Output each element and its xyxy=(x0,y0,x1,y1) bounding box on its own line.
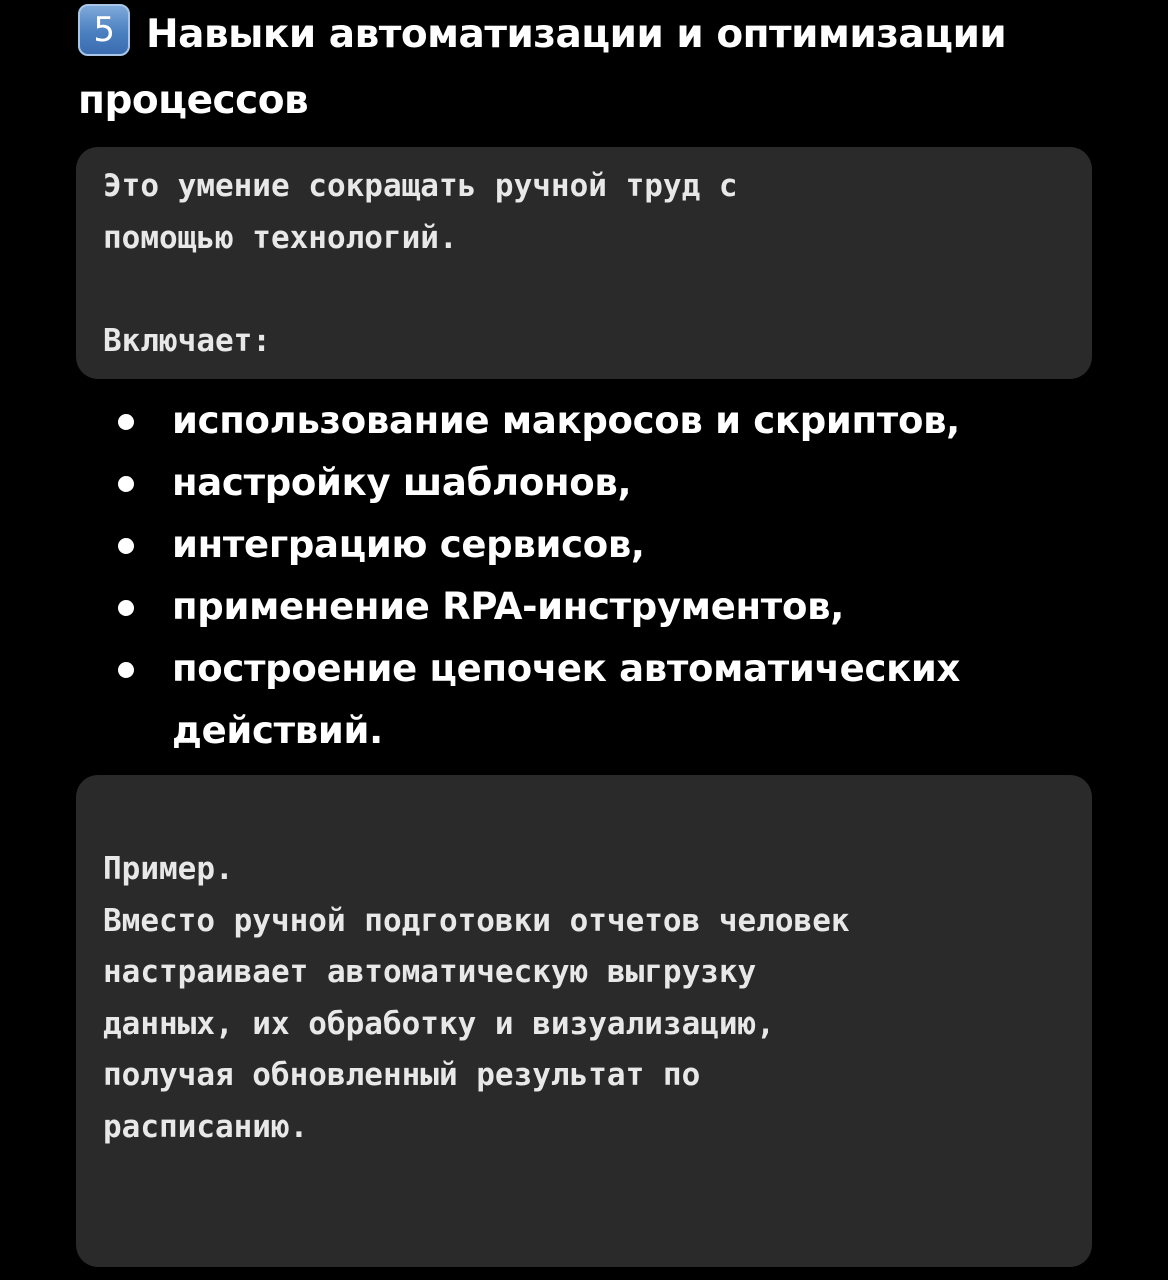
bullet-icon xyxy=(118,414,134,430)
list-item-text: построение цепочек автоматических действий. xyxy=(172,647,961,752)
example-line: расписанию. xyxy=(103,1108,309,1145)
example-label: Пример. xyxy=(103,851,234,887)
example-code-block xyxy=(76,775,1092,1267)
intro-line-blank xyxy=(103,264,1065,316)
list-item-text: применение RPA-инструментов, xyxy=(172,585,844,628)
list-item xyxy=(110,638,1110,762)
intro-code-block xyxy=(76,147,1092,379)
keycap-five-icon: 5 xyxy=(78,4,130,56)
intro-line: помощью технологий. xyxy=(103,219,458,256)
list-item xyxy=(110,576,1110,638)
intro-line: Это умение сокращать ручной труд с xyxy=(103,168,738,204)
example-line: Вместо ручной подготовки отчетов человек xyxy=(103,902,850,939)
list-item-text: использование макросов и скриптов, xyxy=(172,399,960,442)
list-item xyxy=(110,452,1110,514)
includes-label: Включает: xyxy=(103,322,271,359)
bullet-icon xyxy=(118,662,134,678)
example-line: данных, их обработку и визуализацию, xyxy=(103,1005,775,1042)
example-line: получая обновленный результат по xyxy=(103,1057,701,1093)
bullet-icon xyxy=(118,538,134,554)
example-line: настраивает автоматическую выгрузку xyxy=(103,954,757,990)
bullet-icon xyxy=(118,600,134,616)
list-item-text: интеграцию сервисов, xyxy=(172,523,645,566)
list-item xyxy=(110,390,1110,452)
list-item xyxy=(110,514,1110,576)
section-heading xyxy=(78,2,1158,134)
section-title: Навыки автоматизации и оптимизации процессов xyxy=(78,12,1007,123)
automation-skills-list xyxy=(110,390,1110,762)
list-item-text: настройку шаблонов, xyxy=(172,461,632,504)
bullet-icon xyxy=(118,476,134,492)
